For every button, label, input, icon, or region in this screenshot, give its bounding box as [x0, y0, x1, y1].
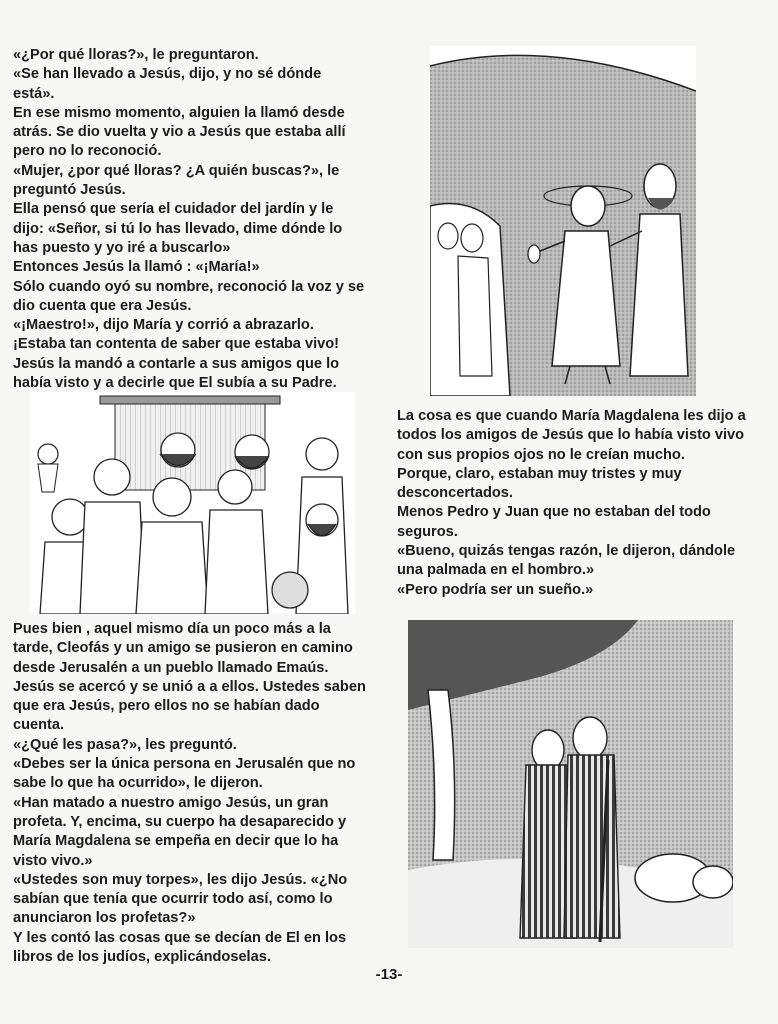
paragraph: «Debes ser la única persona en Jerusalén que no sabe lo que ha ocurrido», le dijeron. [13, 756, 356, 792]
page-number: -13- [375, 966, 403, 983]
paragraph: La cosa es que cuando María Magdalena les dijo a todos los amigos de Jesús que lo había visto vivo con sus propios ojos no le creían mucho. [397, 408, 746, 463]
text-column-left-top [13, 46, 365, 393]
paragraph: «Han matado a nuestro amigo Jesús, un gran profeta. Y, encima, su cuerpo ha desaparecido y María Magdalena se empeña en decir que lo ha visto vivo.» [13, 794, 347, 869]
paragraph: «¿Qué les pasa?», les preguntó. [13, 736, 237, 753]
paragraph: Porque, claro, estaban muy tristes y muy desconcertados. [397, 465, 682, 502]
tomb-scene-drawing [430, 46, 696, 396]
paragraph: Sólo cuando oyó su nombre, reconoció la voz y se dio cuenta que era Jesús. [13, 278, 365, 314]
paragraph: En ese mismo momento, alguien la llamó desde atrás. Se dio vuelta y vio a Jesús que estaba allí pero no lo reconoció. [13, 104, 346, 160]
paragraph: «Pero podría ser un sueño.» [397, 581, 594, 598]
paragraph: «Se han llevado a Jesús, dijo, y no sé dónde está». [13, 66, 322, 102]
illustration-disciples-gathered [30, 392, 355, 614]
paragraph: Pues bien , aquel mismo día un poco más a la tarde, Cleofás y un amigo se pusieron en camino desde Jerusalén a un pueblo llamado Emaús. Jesús se acercó y se unió a a ellos. Ustedes saben que era Jesús, pero ellos no se habían dado cuenta. [13, 621, 366, 734]
paragraph: Y les contó las cosas que se decían de El en los libros de los judíos, explicándoselas. [13, 929, 347, 966]
text-column-right [397, 407, 747, 600]
illustration-road-to-emmaus [408, 620, 733, 948]
paragraph: Jesús la mandó a contarle a sus amigos que lo había visto y a decirle que El subía a su Padre. [13, 355, 340, 392]
emmaus-drawing [408, 620, 733, 948]
paragraph: «¡Maestro!», dijo María y corrió a abrazarlo. ¡Estaba tan contenta de saber que estaba vivo! [13, 317, 340, 353]
paragraph: «Mujer, ¿por qué lloras? ¿A quién buscas?», le preguntó Jesús. [13, 162, 340, 199]
text-column-left-bottom [13, 620, 371, 967]
paragraph: Ella pensó que sería el cuidador del jardín y le dijo: «Señor, si tú lo has llevado, dime dónde lo has puesto y yo iré a buscarlo» [13, 201, 343, 256]
paragraph: «¿Por qué lloras?», le preguntaron. [13, 47, 259, 63]
paragraph: «Ustedes son muy torpes», les dijo Jesús. «¿No sabían que tenía que ocurrir todo así, como lo anunciaron los profetas?» [13, 871, 348, 927]
disciples-drawing [30, 392, 355, 614]
illustration-jesus-and-mary-at-tomb [430, 46, 696, 396]
paragraph: Entonces Jesús la llamó : «¡María!» [13, 259, 260, 276]
paragraph: Menos Pedro y Juan que no estaban del todo seguros. [397, 504, 711, 540]
paragraph: «Bueno, quizás tengas razón, le dijeron, dándole una palmada en el hombro.» [397, 543, 736, 579]
